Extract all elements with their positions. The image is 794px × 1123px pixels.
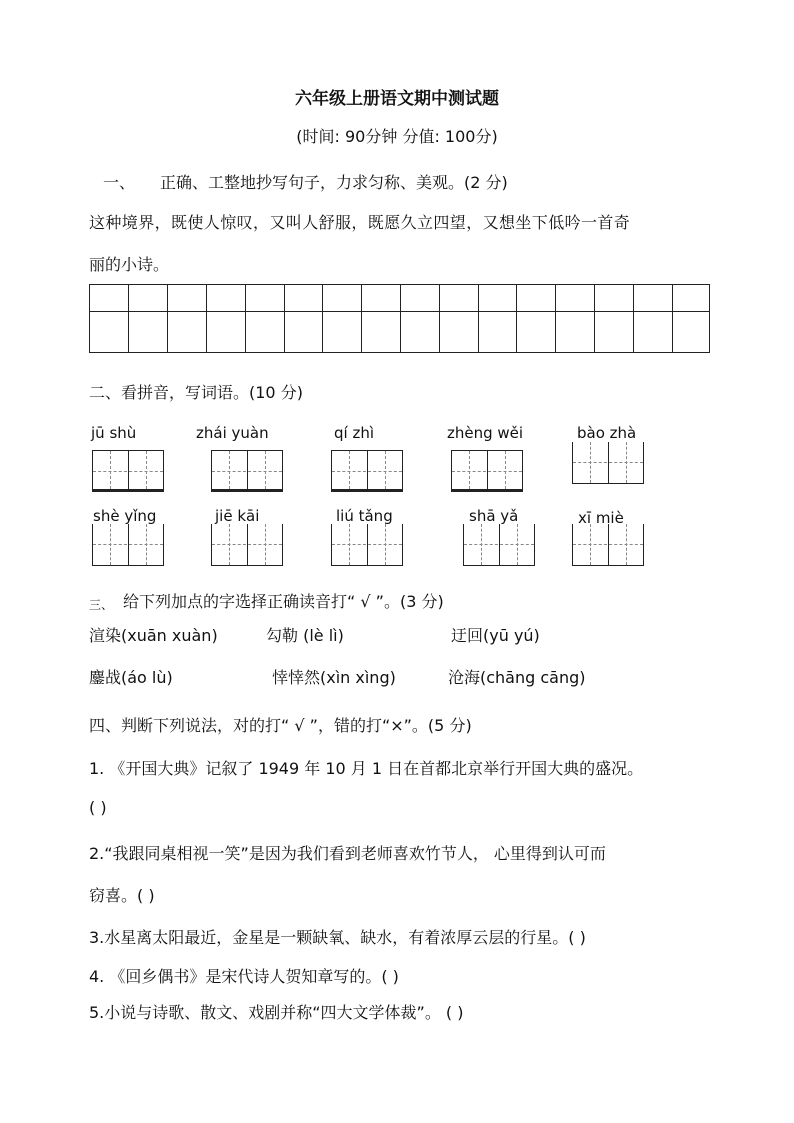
q1-instruction: 正确、工整地抄写句子，力求匀称、美观。(2 分) [160, 173, 508, 192]
answer-box[interactable] [331, 450, 403, 492]
q4-statement-4[interactable]: 4. 《回乡偶书》是宋代诗人贺知章写的。( ) [89, 967, 399, 986]
answer-box[interactable] [572, 442, 644, 484]
q4-answer-blank-1[interactable]: ( ) [89, 798, 107, 817]
q3-item[interactable]: 沧海(chāng cāng) [448, 668, 586, 687]
q3-number: 三、 [89, 598, 114, 612]
pinyin-label: bào zhà [577, 424, 637, 442]
pinyin-label: qí zhì [334, 424, 375, 442]
answer-box[interactable] [211, 450, 283, 492]
answer-box[interactable] [211, 524, 283, 566]
q4-heading: 四、判断下列说法，对的打“ √ ”，错的打“×”。(5 分) [89, 716, 472, 735]
answer-box[interactable] [331, 524, 403, 566]
q3-item[interactable]: 勾勒 (lè lì) [266, 626, 344, 645]
q4-statement-2-cont[interactable]: 窃喜。( ) [89, 886, 155, 905]
q3-item[interactable]: 渲染(xuān xuàn) [89, 626, 218, 645]
answer-box[interactable] [572, 524, 644, 566]
copy-writing-grid[interactable] [89, 284, 710, 353]
pinyin-label: xī miè [578, 509, 624, 527]
answer-box[interactable] [92, 450, 164, 492]
q1-number: 一、 [103, 173, 136, 192]
pinyin-label: jū shù [91, 424, 137, 442]
pinyin-label: jiē kāi [215, 507, 260, 525]
exam-info: (时间: 90分钟 分值: 100分) [296, 127, 498, 146]
q1-sentence-line2: 丽的小诗。 [89, 255, 170, 274]
q3-item[interactable]: 迂回(yū yú) [451, 626, 540, 645]
pinyin-label: liú tǎng [336, 507, 393, 525]
q1-sentence-line1: 这种境界，既使人惊叹，又叫人舒服，既愿久立四望，又想坐下低吟一首奇 [89, 213, 631, 232]
q3-item[interactable]: 鏖战(áo lù) [89, 668, 173, 687]
answer-box[interactable] [463, 524, 535, 566]
q4-statement-2: 2.“我跟同桌相视一笑”是因为我们看到老师喜欢竹节人， 心里得到认可而 [89, 844, 606, 863]
pinyin-label: shā yǎ [469, 507, 519, 525]
q4-statement-3[interactable]: 3.水星离太阳最近，金星是一颗缺氧、缺水，有着浓厚云层的行星。( ) [89, 928, 586, 947]
answer-box[interactable] [451, 450, 523, 492]
pinyin-label: zhái yuàn [196, 424, 269, 442]
page-title: 六年级上册语文期中测试题 [295, 89, 499, 109]
pinyin-label: shè yǐng [93, 507, 157, 525]
q2-heading: 二、看拼音，写词语。(10 分) [89, 383, 303, 402]
answer-box[interactable] [92, 524, 164, 566]
q3-item[interactable]: 悻悻然(xìn xìng) [272, 668, 396, 687]
q4-statement-5[interactable]: 5.小说与诗歌、散文、戏剧并称“四大文学体裁”。 ( ) [89, 1003, 464, 1022]
q3-instruction: 给下列加点的字选择正确读音打“ √ ”。(3 分) [123, 592, 444, 611]
pinyin-label: zhèng wěi [447, 424, 524, 442]
q4-statement-1: 1. 《开国大典》记叙了 1949 年 10 月 1 日在首都北京举行开国大典的盛况。 [89, 759, 644, 778]
